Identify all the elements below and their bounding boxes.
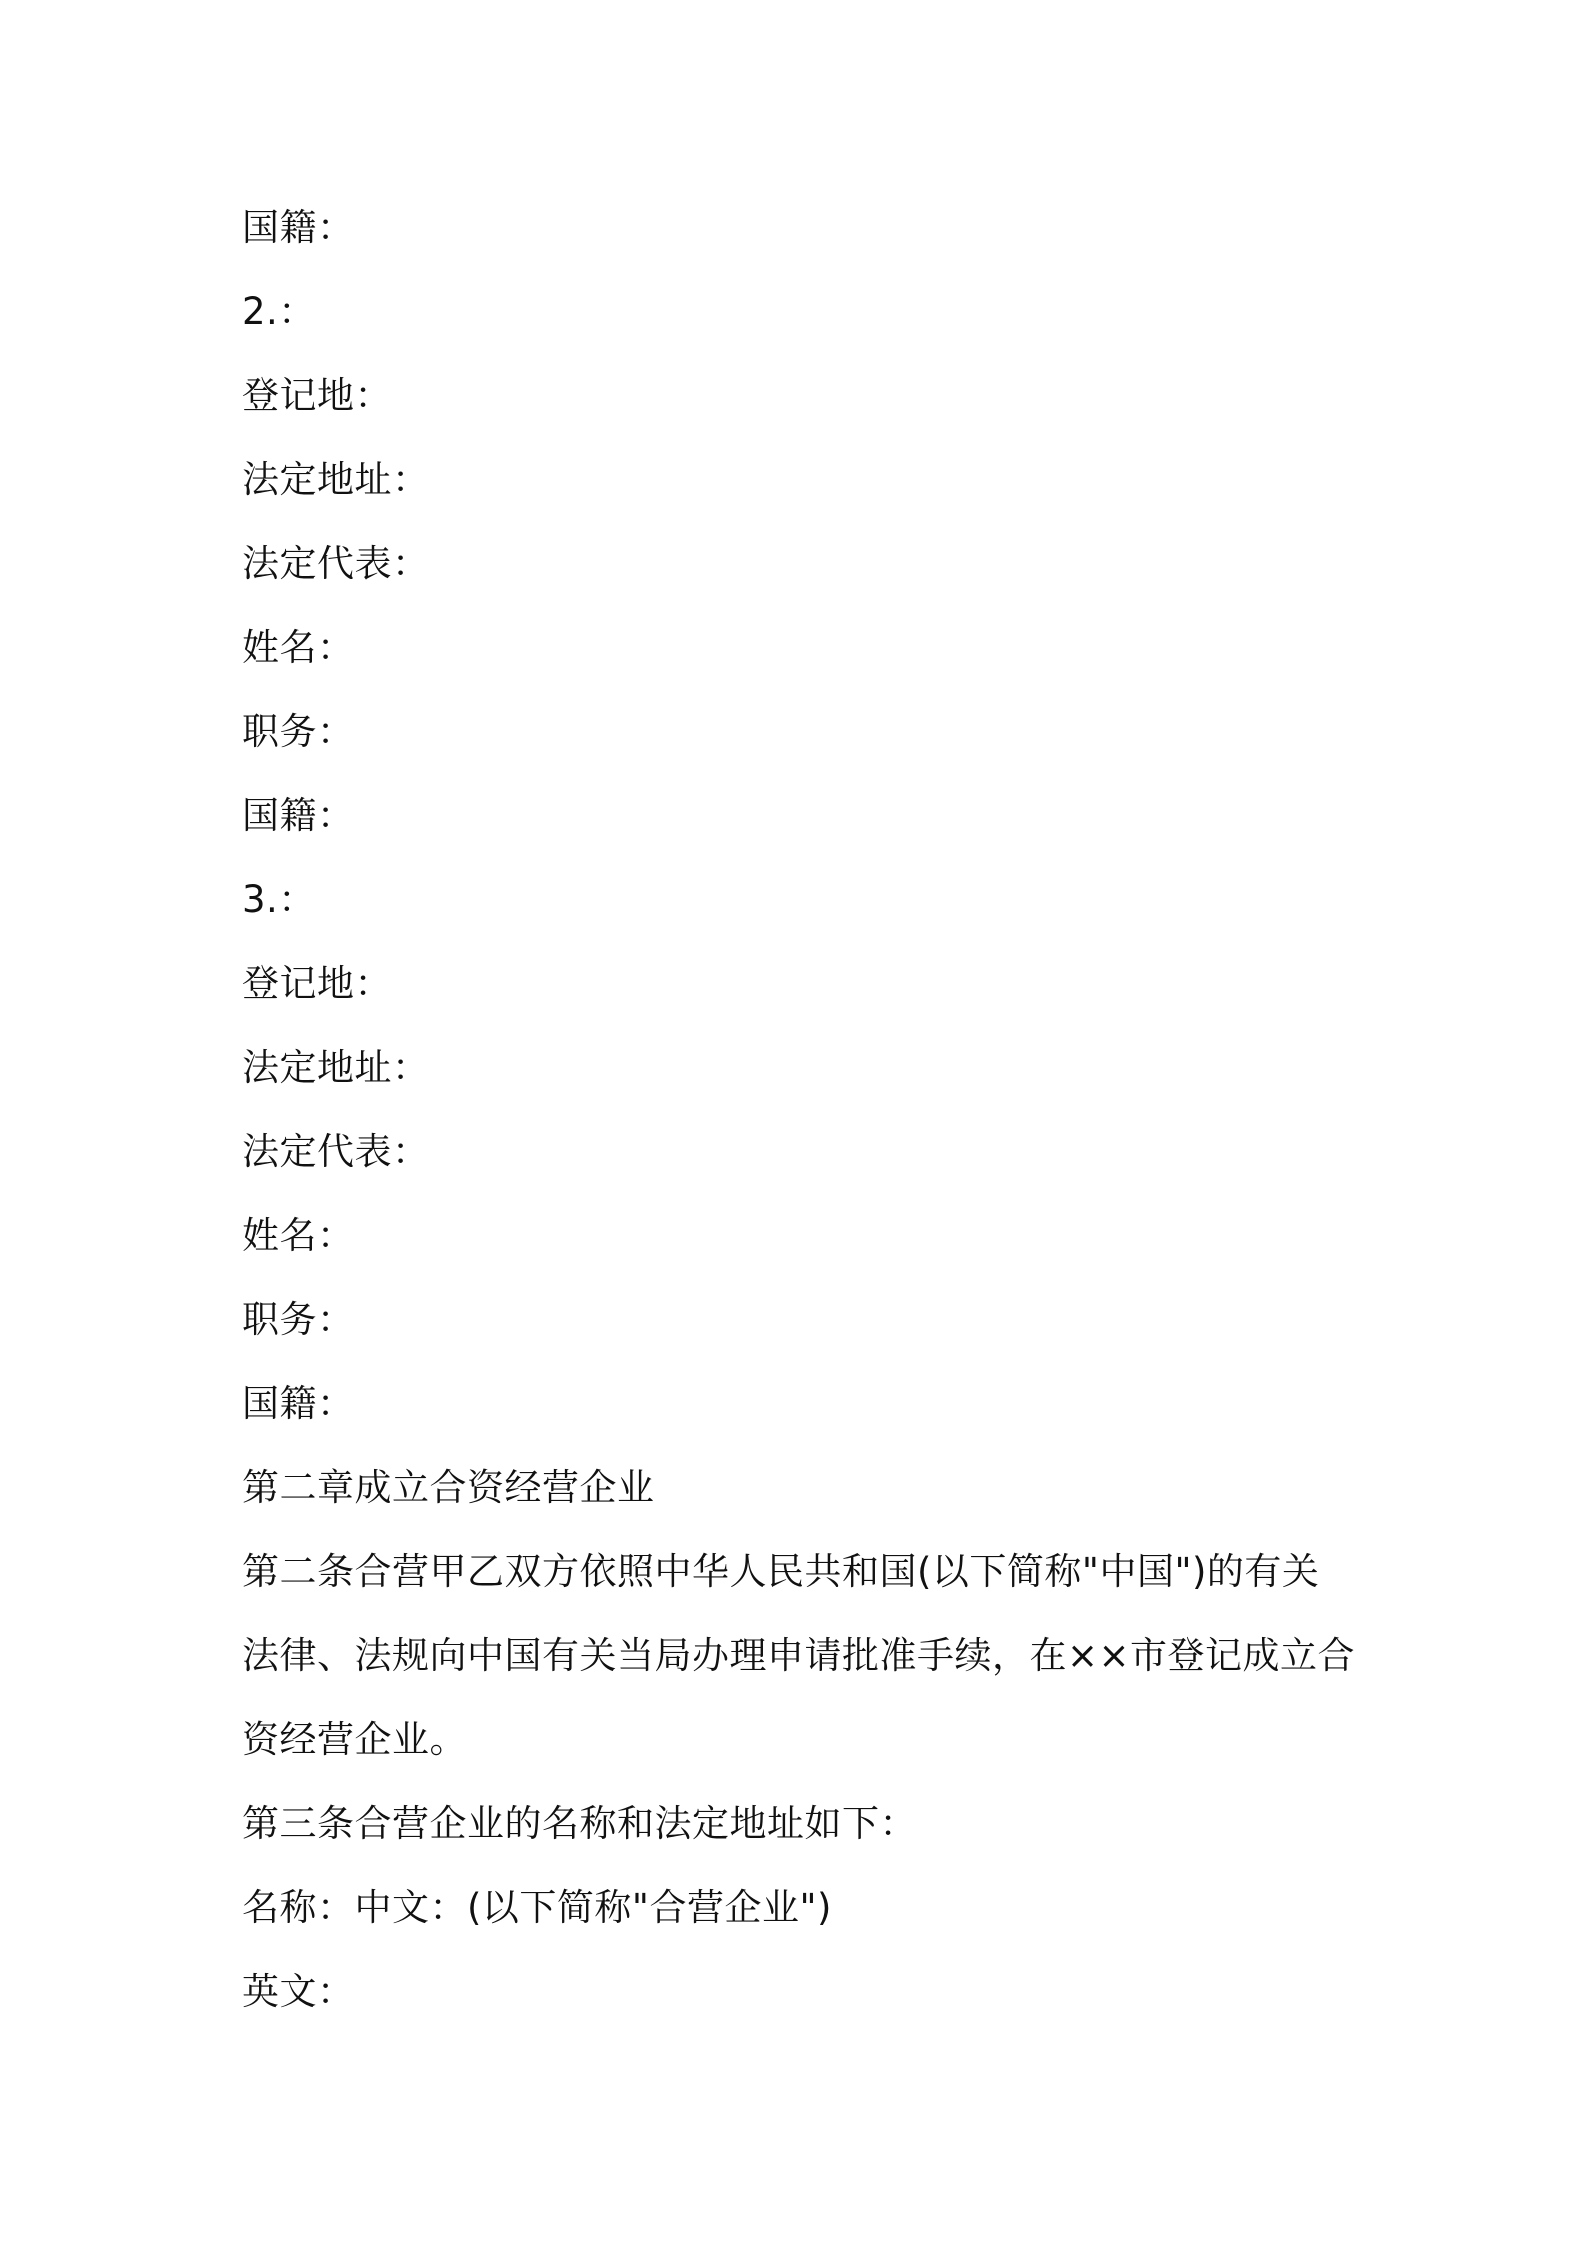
field-position-3: 职务： xyxy=(242,1298,355,1341)
field-name-english: 英文： xyxy=(242,1970,355,2013)
field-nationality-1: 国籍： xyxy=(242,206,355,249)
field-legal-address-2: 法定地址： xyxy=(242,458,430,501)
party-2-heading: 2.： xyxy=(242,290,316,333)
field-legal-representative-3: 法定代表： xyxy=(242,1130,430,1173)
article-2-line-3: 资经营企业。 xyxy=(242,1718,467,1761)
field-legal-address-3: 法定地址： xyxy=(242,1046,430,1089)
party-3-heading: 3.： xyxy=(242,878,316,921)
field-name-3: 姓名： xyxy=(242,1214,355,1257)
field-registration-place-2: 登记地： xyxy=(242,374,392,417)
field-nationality-2: 国籍： xyxy=(242,794,355,837)
article-3-text: 第三条合营企业的名称和法定地址如下： xyxy=(242,1802,917,1845)
field-name-2: 姓名： xyxy=(242,626,355,669)
field-name-chinese: 名称：中文：(以下简称"合营企业") xyxy=(242,1886,832,1929)
field-registration-place-3: 登记地： xyxy=(242,962,392,1005)
field-legal-representative-2: 法定代表： xyxy=(242,542,430,585)
field-position-2: 职务： xyxy=(242,710,355,753)
article-2-line-1: 第二条合营甲乙双方依照中华人民共和国(以下简称"中国")的有关 xyxy=(242,1550,1320,1593)
field-nationality-3: 国籍： xyxy=(242,1382,355,1425)
article-2-line-2: 法律、法规向中国有关当局办理申请批准手续，在××市登记成立合 xyxy=(242,1634,1356,1677)
document-body xyxy=(242,196,1362,2044)
chapter-2-heading: 第二章成立合资经营企业 xyxy=(242,1466,655,1509)
